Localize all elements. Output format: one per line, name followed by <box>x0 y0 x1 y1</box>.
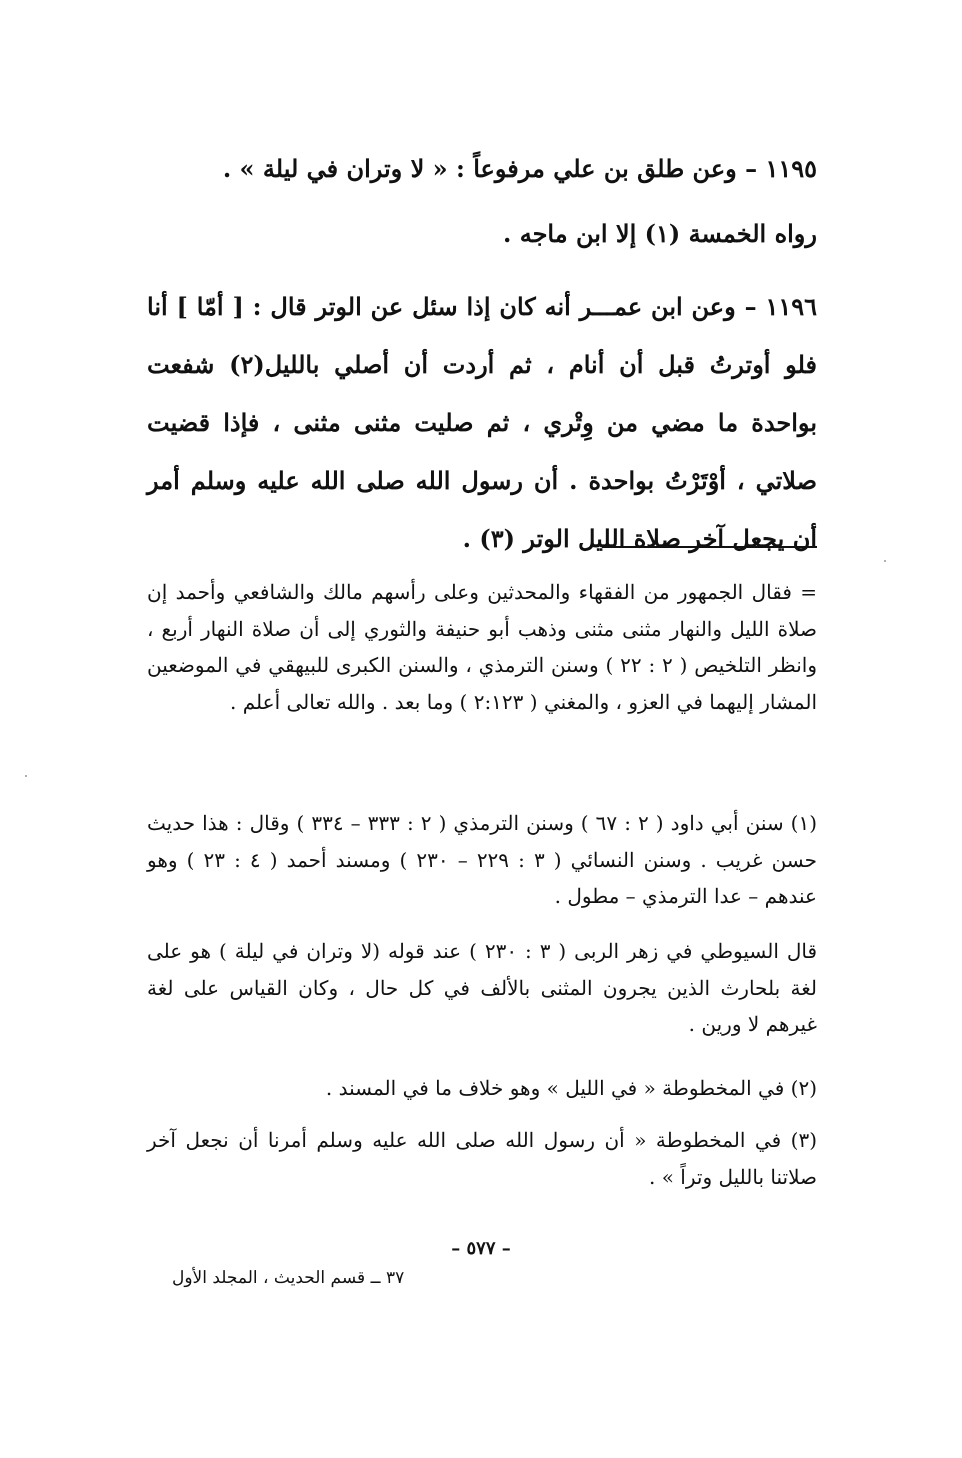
scan-speck <box>884 560 886 562</box>
scan-speck <box>25 775 27 777</box>
page-number: – ٥٧٧ – <box>451 1238 511 1259</box>
footnote-continuation-block <box>147 574 817 720</box>
footnote-2: (٢) في المخطوطة « في الليل » وهو خلاف ما في المسند . <box>325 1076 817 1100</box>
footnote-suyuti: قال السيوطي في زهر الربى ( ٣ : ٢٣٠ ) عند قوله (لا وتران في ليلة ) هو على لغة بلحارث الذين يجرون المثنى بالألف في كل حال ، وكان القياس على لغة غيرهم لا ورين . <box>147 939 818 1036</box>
print-signature: ٣٧ ــ قسم الحديث ، المجلد الأول <box>172 1268 405 1288</box>
footnote-3-block <box>147 1122 817 1195</box>
footnote-2-block <box>147 1070 817 1107</box>
footnote-suyuti-block <box>147 933 817 1043</box>
footnote-3: (٣) في المخطوطة « أن رسول الله صلى الله عليه وسلم أمرنا أن نجعل آخر صلاتنا بالليل وتراً » . <box>147 1128 817 1189</box>
footnote-continuation: = فقال الجمهور من الفقهاء والمحدثين وعلى رأسهم مالك والشافعي وأحمد إن صلاة الليل والنهار مثنى مثنى وذهب أبو حنيفة والثوري إلى أن صلاة النهار أربع ، وانظر التلخيص ( ٢ : ٢٢ ) وسنن الترمذي ، والسنن الكبرى للبيهقي في الموضعين المشار إليهما في العزو ، والمغني ( ٢:١٢٣ ) وما بعد . والله تعالى أعلم . <box>147 580 817 714</box>
footnote-1: (١) سنن أبي داود ( ٢ : ٦٧ ) وسنن الترمذي ( ٢ : ٣٣٣ – ٣٣٤ ) وقال : هذا حديث حسن غريب . وسنن النسائي ( ٣ : ٢٢٩ – ٢٣٠ ) ومسند أحمد ( ٤ : ٢٣ ) وهو عندهم – عدا الترمذي – مطول . <box>147 811 818 908</box>
hadith-1195: ١١٩٥ – وعن طلق بن علي مرفوعاً : « لا وتران في ليلة » . <box>222 154 817 183</box>
hadith-1195-source: رواه الخمسة (١) إلا ابن ماجه . <box>503 219 817 248</box>
hadith-1196: ١١٩٦ – وعن ابن عمـــر أنه كان إذا سئل عن الوتر قال : [ أمّا ] أنا فلو أوترتُ قبل أن أنام ، ثم أردت أن أصلي بالليل(٢) شفعت بواحدة ما مضي من وِتْري ، ثم صليت مثنى مثنى ، فإذا قضيت صلاتي ، أوْتَرْتُ بواحدة . أن رسول الله صلى الله عليه وسلم أمر أن يجعل آخر صلاة الليل الوتر (٣) . <box>147 292 817 553</box>
footnote-1-block <box>147 805 817 915</box>
footnote-separator <box>602 546 817 548</box>
